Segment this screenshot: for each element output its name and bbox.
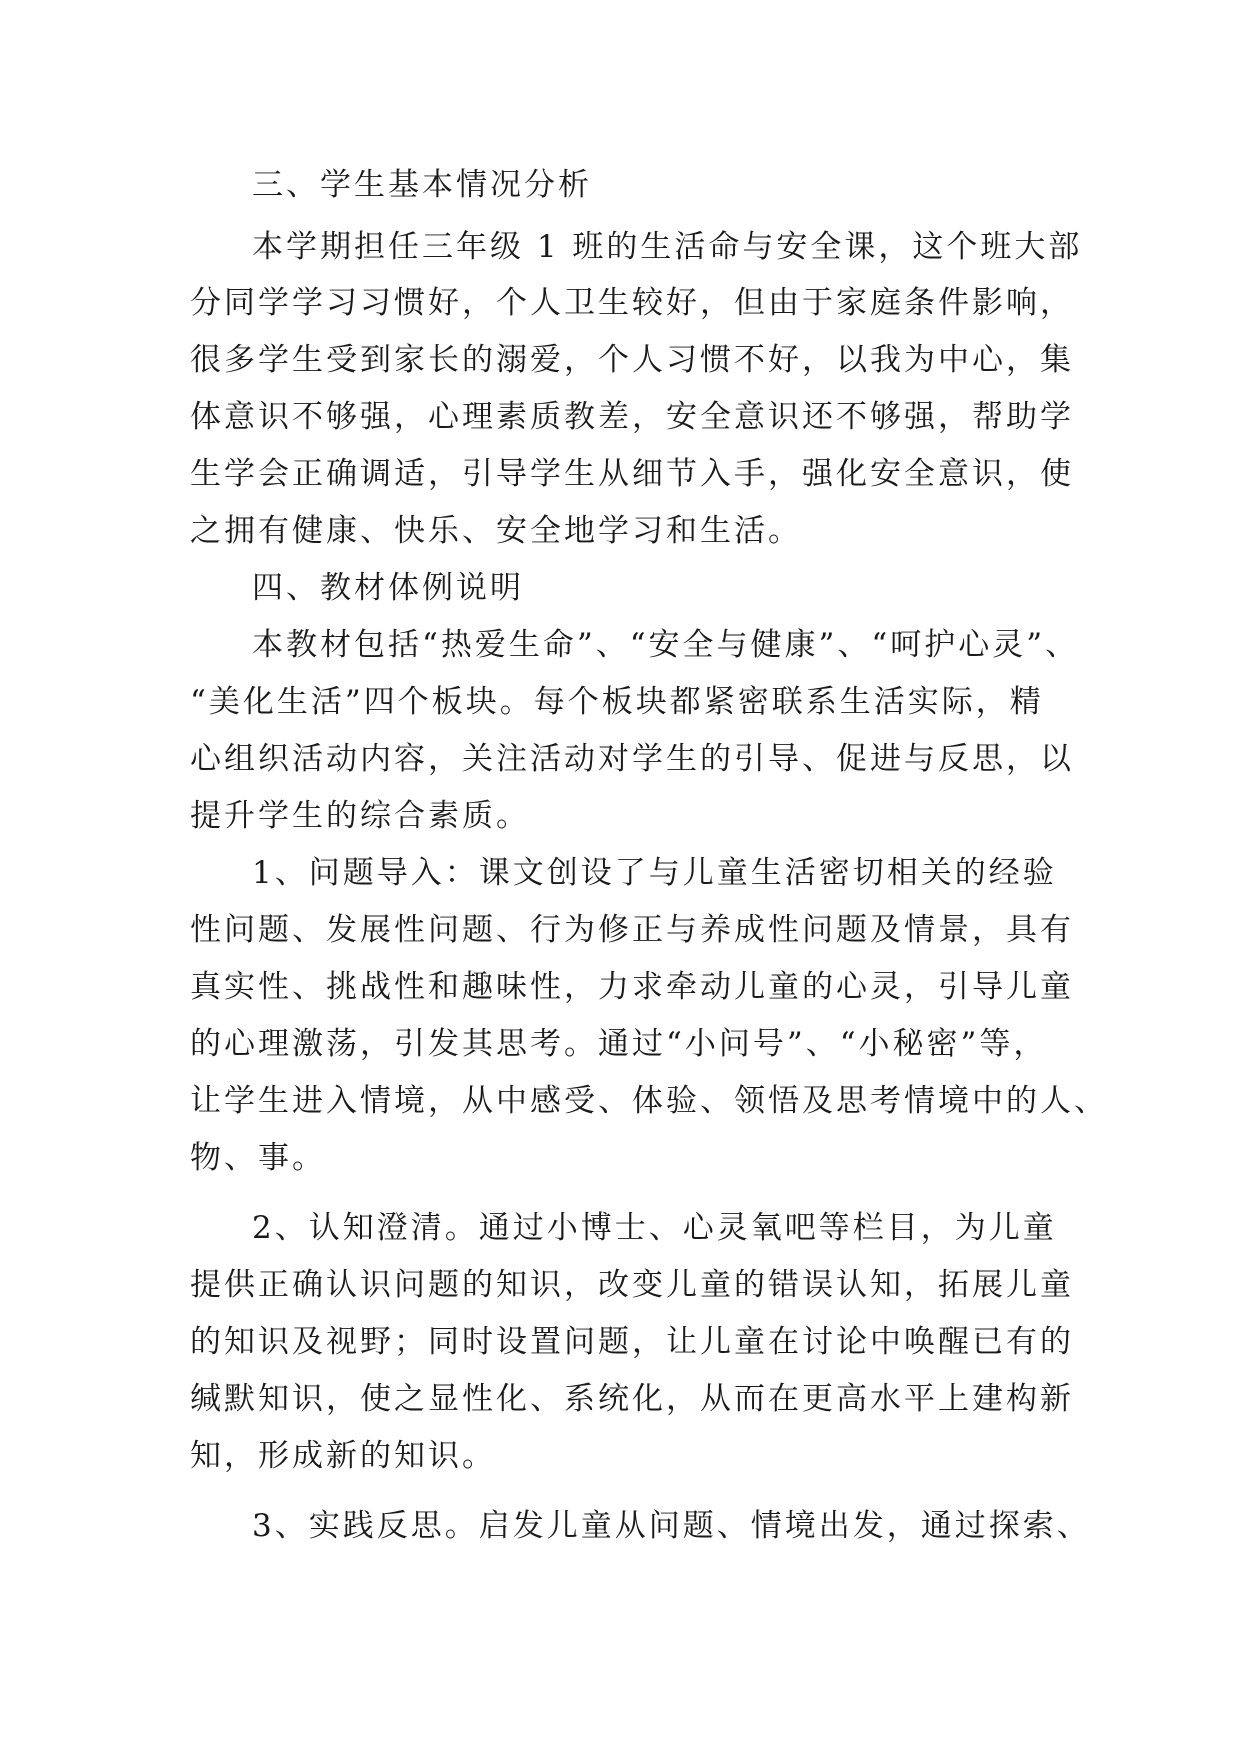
- paragraph-line: 让学生进入情境，从中感受、体验、领悟及思考情境中的人、: [190, 1083, 1108, 1119]
- paragraph-line: 之拥有健康、快乐、安全地学习和生活。: [190, 513, 802, 549]
- paragraph-line: 真实性、挑战性和趣味性，力求牵动儿童的心灵，引导儿童: [190, 969, 1074, 1005]
- paragraph-line: 提升学生的综合素质。: [190, 798, 530, 834]
- paragraph-line: 本学期担任三年级 1 班的生活命与安全课，这个班大部: [252, 229, 1083, 265]
- paragraph-line: 性问题、发展性问题、行为修正与养成性问题及情景，具有: [190, 912, 1074, 948]
- paragraph-line: 1、问题导入：课文创设了与儿童生活密切相关的经验: [252, 855, 1057, 891]
- paragraph-line: 生学会正确调适，引导学生从细节入手，强化安全意识，使: [190, 456, 1074, 492]
- paragraph-line: 分同学学习习惯好，个人卫生较好，但由于家庭条件影响，: [190, 285, 1074, 321]
- paragraph-line: 的心理激荡，引发其思考。通过“小问号”、“小秘密”等，: [190, 1026, 1048, 1062]
- section-heading-student-analysis: 三、学生基本情况分析: [252, 167, 592, 203]
- paragraph-line: 物、事。: [190, 1140, 326, 1176]
- paragraph-line: 3、实践反思。启发儿童从问题、情境出发，通过探索、: [252, 1508, 1091, 1544]
- paragraph-line: 2、认知澄清。通过小博士、心灵氧吧等栏目，为儿童: [252, 1210, 1057, 1246]
- paragraph-line: 提供正确认识问题的知识，改变儿童的错误认知，拓展儿童: [190, 1267, 1074, 1303]
- section-heading-textbook-structure: 四、教材体例说明: [252, 570, 524, 606]
- paragraph-line: 体意识不够强，心理素质教差，安全意识还不够强，帮助学: [190, 399, 1074, 435]
- paragraph-line: 本教材包括“热爱生命”、“安全与健康”、“呵护心灵”、: [252, 627, 1080, 663]
- paragraph-line: 缄默知识，使之显性化、系统化，从而在更高水平上建构新: [190, 1381, 1074, 1417]
- paragraph-line: 的知识及视野；同时设置问题，让儿童在讨论中唤醒已有的: [190, 1324, 1074, 1360]
- paragraph-line: 心组织活动内容，关注活动对学生的引导、促进与反思，以: [190, 741, 1074, 777]
- paragraph-line: “美化生活”四个板块。每个板块都紧密联系生活实际，精: [190, 684, 1044, 720]
- paragraph-line: 很多学生受到家长的溺爱，个人习惯不好，以我为中心，集: [190, 342, 1074, 378]
- paragraph-line: 知，形成新的知识。: [190, 1438, 496, 1474]
